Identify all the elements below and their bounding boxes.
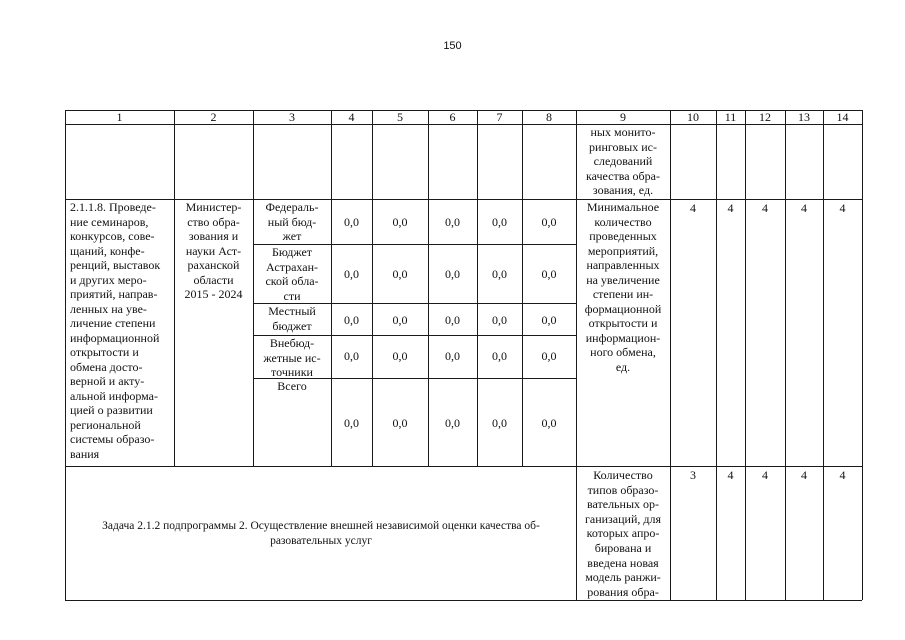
col-header: 4 (348, 110, 355, 124)
col-header: 6 (449, 110, 456, 124)
target-value: 4 (727, 201, 734, 215)
col-header: 3 (289, 110, 295, 124)
funding-value: 0,0 (492, 349, 507, 363)
col-header: 14 (836, 110, 849, 124)
funding-value: 0,0 (541, 267, 557, 281)
measure-name: 2.1.1.8. Проведе- ние семинаров, конкурсов, сове- щаний, конфе- ренций, выставок и других меро- приятий, направ- ленных на уве- личение степени информационной открытости и обмена досто- верной и акту- альной информа- цией о развитии региональной системы образо- вания (70, 200, 161, 461)
funding-source: Внебюд- жетные ис- точники (263, 336, 321, 379)
funding-value: 0,0 (492, 215, 507, 229)
col-rule (670, 110, 671, 600)
target-value: 3 (690, 468, 696, 482)
funding-source: Бюджет Астрахан- ской обла- сти (265, 245, 319, 303)
row-rule (65, 466, 862, 467)
target-value: 4 (801, 201, 807, 215)
target-value: 4 (762, 201, 768, 215)
col-rule (522, 110, 523, 466)
target-value: 4 (762, 468, 768, 482)
funding-value: 0,0 (445, 416, 460, 430)
target-value: 4 (727, 468, 734, 482)
col-header: 10 (687, 110, 699, 124)
header-rule (65, 124, 862, 125)
target-value: 4 (839, 201, 846, 215)
funding-source: Федераль- ный бюд- жет (265, 200, 319, 243)
col-rule (428, 110, 429, 466)
funding-value: 0,0 (344, 215, 359, 229)
funding-value: 0,0 (344, 313, 359, 327)
table-rule-bottom (65, 600, 862, 601)
col-rule (331, 110, 332, 466)
col-rule (745, 110, 746, 600)
funding-value: 0,0 (392, 313, 408, 327)
funding-value: 0,0 (445, 267, 460, 281)
col-rule (65, 110, 66, 600)
col-header: 7 (496, 110, 503, 124)
carryover-indicator-text: ных монито- ринговых ис- следований качества обра- зования, ед. (586, 125, 660, 197)
funding-value: 0,0 (541, 349, 557, 363)
col-rule (785, 110, 786, 600)
measure-executor: Министер- ство обра- зования и науки Аст- раханской области 2015 - 2024 (184, 200, 243, 301)
funding-value: 0,0 (492, 313, 507, 327)
funding-value: 0,0 (541, 416, 557, 430)
funding-value: 0,0 (541, 313, 557, 327)
col-header: 8 (546, 110, 552, 124)
funding-value: 0,0 (392, 215, 408, 229)
funding-value: 0,0 (392, 349, 408, 363)
funding-source: Местный бюджет (268, 304, 316, 333)
funding-value: 0,0 (392, 267, 408, 281)
funding-value: 0,0 (344, 416, 359, 430)
measure-indicator: Минимальное количество проведенных мероприятий, направленных на увеличение степени ин- формационной открытости и информацион- ного обмена, ед. (584, 200, 662, 374)
col-header: 12 (759, 110, 771, 124)
col-header: 9 (620, 110, 626, 124)
funding-value: 0,0 (541, 215, 557, 229)
target-value: 4 (690, 201, 696, 215)
funding-value: 0,0 (344, 267, 359, 281)
funding-value: 0,0 (392, 416, 408, 430)
funding-value: 0,0 (492, 416, 507, 430)
task-title: Задача 2.1.2 подпрограммы 2. Осуществление внешней независимой оценки качества об- разовательных услуг (102, 520, 540, 547)
funding-value: 0,0 (445, 349, 460, 363)
col-header: 13 (798, 110, 810, 124)
funding-source: Всего (277, 379, 307, 393)
col-rule (372, 110, 373, 466)
funding-value: 0,0 (344, 349, 359, 363)
col-rule (862, 110, 863, 600)
col-header: 2 (210, 110, 217, 124)
target-value: 4 (839, 468, 846, 482)
col-rule (823, 110, 824, 600)
page-number: 150 (443, 40, 462, 52)
target-value: 4 (801, 468, 807, 482)
col-rule (716, 110, 717, 600)
col-header: 5 (397, 110, 403, 124)
col-rule (477, 110, 478, 466)
funding-value: 0,0 (492, 267, 507, 281)
col-header: 11 (724, 110, 737, 124)
col-header: 1 (116, 110, 123, 124)
funding-value: 0,0 (445, 215, 460, 229)
funding-value: 0,0 (445, 313, 460, 327)
task-indicator: Количество типов образо- вательных ор- ганизаций, для которых апро- бирована и введена новая модель ранжи- рования обра- (584, 468, 662, 599)
